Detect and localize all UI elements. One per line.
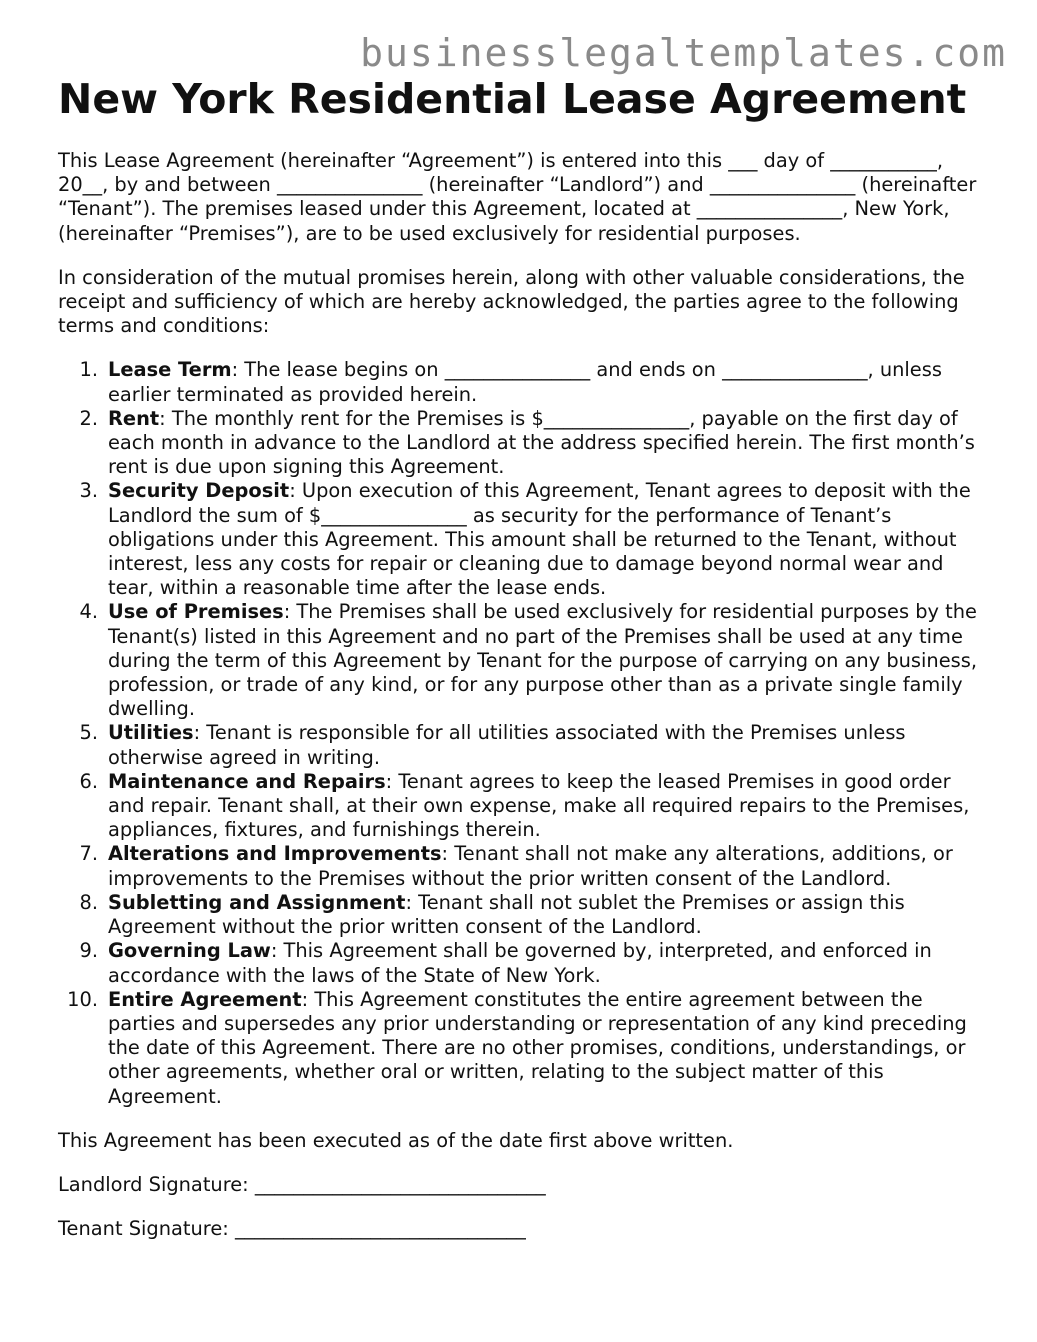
term-item (58, 770, 988, 843)
term-text: : Upon execution of this Agreement, Tenant agrees to deposit with the Landlord the sum of $_______________ as security for the performance of Tenant’s obligations under this Agreement. This amount shall be returned to the Tenant, without interest, less any costs for repair or cleaning due to damage beyond normal wear and tear, within a reasonable time after the lease ends. (108, 479, 971, 600)
consideration-paragraph: In consideration of the mutual promises herein, along with other valuable considerations, the receipt and sufficiency of which are hereby acknowledged, the parties agree to the following terms and conditions: (58, 265, 965, 338)
term-title: Use of Premises (108, 600, 284, 624)
term-number: 10. (67, 987, 98, 1011)
term-title: Lease Term (108, 358, 232, 382)
term-text: : Tenant agrees to keep the leased Premises in good order and repair. Tenant shall, at their own expense, make all required repairs to the Premises, appliances, fixtures, and furnishings therein. (108, 769, 970, 842)
term-item (58, 842, 988, 890)
term-text: : The monthly rent for the Premises is $_______________, payable on the first day of each month in advance to the Landlord at the address specified herein. The first month’s rent is due upon signing this Agreement. (108, 406, 975, 479)
execution-statement: This Agreement has been executed as of the date first above written. (58, 1128, 734, 1152)
term-number: 9. (79, 939, 98, 963)
term-number: 7. (79, 842, 98, 866)
term-number: 6. (79, 769, 98, 793)
terms-list (58, 358, 988, 1108)
term-text: : Tenant shall not make any alterations, additions, or improvements to the Premises without the prior written consent of the Landlord. (108, 842, 953, 890)
term-text: : This Agreement shall be governed by, interpreted, and enforced in accordance with the laws of the State of New York. (108, 939, 932, 987)
term-number: 8. (79, 890, 98, 914)
term-title: Entire Agreement (108, 987, 302, 1011)
term-number: 3. (79, 479, 98, 503)
term-text: : Tenant shall not sublet the Premises or assign this Agreement without the prior written consent of the Landlord. (108, 890, 905, 939)
landlord-signature-line: Landlord Signature: ______________________________ (58, 1172, 546, 1196)
term-item (58, 988, 988, 1109)
term-item (58, 358, 988, 406)
term-title: Security Deposit (108, 479, 290, 503)
term-item (58, 479, 988, 600)
tenant-signature-line: Tenant Signature: ______________________________ (58, 1217, 526, 1241)
term-text: : This Agreement constitutes the entire agreement between the parties and supersedes any prior understanding or representation of any kind preceding the date of this Agreement. There are no other promises, conditions, understandings, or other agreements, whether oral or written, relating to the subject matter of this Agreement. (108, 987, 967, 1108)
intro-paragraph: This Lease Agreement (hereinafter “Agreement”) is entered into this ___ day of ___________, 20__, by and between _______________ (hereinafter “Landlord”) and _______________ (hereinafter “Tenant”). The premises leased under this Agreement, located at _______________, New York, (hereinafter “Premises”), are to be used exclusively for residential purposes. (58, 149, 977, 245)
document-body (58, 149, 988, 1261)
term-item (58, 407, 988, 480)
term-title: Alterations and Improvements (108, 842, 442, 866)
term-title: Rent (108, 406, 160, 430)
term-item (58, 600, 988, 721)
term-title: Maintenance and Repairs (108, 769, 386, 793)
term-item (58, 891, 988, 939)
term-text: : Tenant is responsible for all utilities associated with the Premises unless otherwise agreed in writing. (108, 721, 906, 769)
document-title: New York Residential Lease Agreement (58, 75, 967, 123)
term-text: : The Premises shall be used exclusively for residential purposes by the Tenant(s) listed in this Agreement and no part of the Premises shall be used at any time during the term of this Agreement by Tenant for the purpose of carrying on any business, profession, or trade of any kind, or for any purpose other than as a private single family dwelling. (108, 600, 978, 721)
term-number: 1. (79, 358, 98, 382)
term-number: 2. (79, 406, 98, 430)
term-number: 4. (79, 600, 98, 624)
term-number: 5. (79, 721, 98, 745)
term-item (58, 721, 988, 769)
term-title: Subletting and Assignment (108, 890, 406, 914)
term-title: Governing Law (108, 939, 271, 963)
term-title: Utilities (108, 721, 194, 745)
term-item (58, 939, 988, 987)
watermark: businesslegaltemplates.com (360, 31, 1007, 75)
term-text: : The lease begins on _______________ and ends on _______________, unless earlier terminated as provided herein. (108, 358, 942, 406)
